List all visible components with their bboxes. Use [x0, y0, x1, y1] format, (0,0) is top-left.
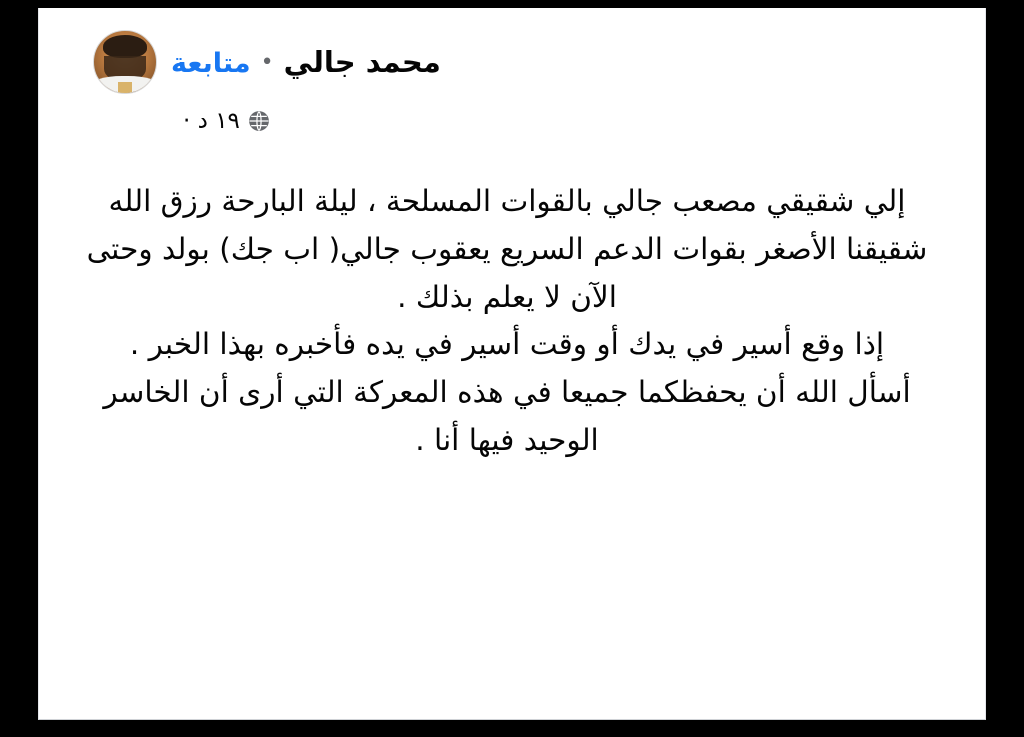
avatar-collar — [118, 82, 133, 93]
globe-icon[interactable] — [248, 110, 270, 132]
author-name[interactable]: محمد جالي — [283, 45, 441, 79]
author-line — [171, 45, 441, 79]
avatar[interactable] — [93, 30, 157, 94]
separator-dot: • — [260, 50, 274, 75]
follow-button[interactable]: متابعة — [171, 48, 251, 79]
post-timestamp[interactable]: ١٩ د · — [183, 108, 240, 134]
post-content — [39, 8, 985, 719]
post-meta — [73, 108, 951, 134]
post-card — [38, 8, 986, 720]
avatar-hair — [103, 35, 148, 59]
post-header — [73, 30, 951, 94]
post-paragraph: أسأل الله أن يحفظكما جميعا في هذه المعركة التي أرى أن الخاسر الوحيد فيها أنا . — [103, 375, 911, 457]
post-paragraph: إلي شقيقي مصعب جالي بالقوات المسلحة ، ليلة البارحة رزق الله شقيقنا الأصغر بقوات الدعم السريع يعقوب جالي( اب جك) بولد وحتى الآن لا يعلم بذلك . — [86, 184, 928, 314]
post-paragraph: إذا وقع أسير في يدك أو وقت أسير في يده فأخبره بهذا الخبر . — [129, 327, 885, 362]
post-body-text — [73, 178, 951, 465]
